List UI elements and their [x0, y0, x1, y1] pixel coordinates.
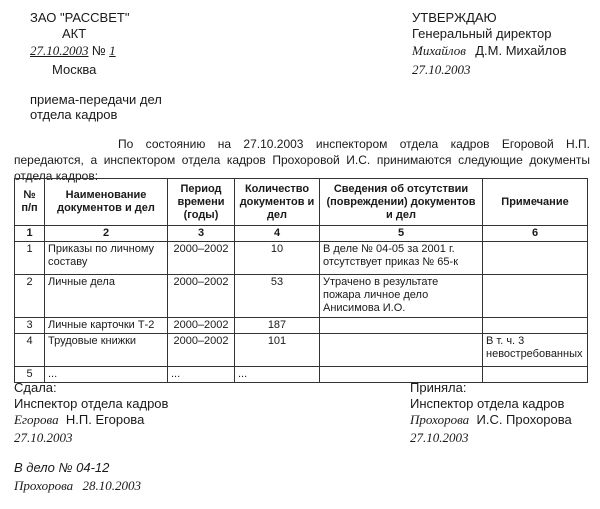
handed-over-signature: Егорова	[14, 412, 59, 427]
row-quantity: 101	[235, 334, 320, 367]
approval-date: 27.10.2003	[412, 62, 471, 77]
date-number-line	[30, 43, 116, 59]
received-position: Инспектор отдела кадров	[410, 396, 565, 411]
filing-label: В дело № 04-12	[14, 460, 110, 475]
row-note	[483, 242, 588, 275]
column-number: 4	[235, 226, 320, 242]
header-cell: Период времени (годы)	[168, 179, 235, 226]
row-quantity: ...	[235, 367, 320, 383]
row-note	[483, 318, 588, 334]
director-signature-line	[412, 43, 567, 59]
row-quantity: 187	[235, 318, 320, 334]
document-type: АКТ	[62, 26, 87, 41]
row-period: 2000–2002	[168, 275, 235, 318]
handed-over-label: Сдала:	[14, 380, 57, 395]
document-number: 1	[109, 43, 116, 58]
table-row	[15, 275, 588, 318]
filing-signature: Прохорова	[14, 478, 74, 493]
subject-line-2: отдела кадров	[30, 107, 118, 122]
handed-over-name: Н.П. Егорова	[65, 412, 145, 427]
received-label: Приняла:	[410, 380, 467, 395]
filing-signature-line	[14, 478, 141, 494]
received-signature: Прохорова	[410, 412, 470, 427]
approve-label: УТВЕРЖДАЮ	[412, 10, 497, 25]
column-number: 3	[168, 226, 235, 242]
row-period: ...	[168, 367, 235, 383]
table-row	[15, 367, 588, 383]
row-info: Утрачено в результате пожара личное дело Анисимова И.О.	[320, 275, 483, 318]
row-number: 3	[15, 318, 45, 334]
body-paragraph: По состоянию на 27.10.2003 инспектором отдела кадров Егоровой Н.П. передаются, а инспектором отдела кадров Прохоровой И.С. принимаются следующие документы отдела кадров:	[14, 137, 590, 183]
handed-over-signature-line	[14, 412, 144, 428]
city: Москва	[52, 62, 97, 77]
row-number: 4	[15, 334, 45, 367]
table-row	[15, 334, 588, 367]
table-row	[15, 242, 588, 275]
row-info: В деле № 04-05 за 2001 г. отсутствует приказ № 65-к	[320, 242, 483, 275]
row-name: Трудовые книжки	[45, 334, 168, 367]
director-signature: Михайлов	[412, 43, 466, 58]
row-number: 2	[15, 275, 45, 318]
column-number: 2	[45, 226, 168, 242]
handed-over-position: Инспектор отдела кадров	[14, 396, 169, 411]
row-note	[483, 275, 588, 318]
column-number: 5	[320, 226, 483, 242]
filing-date: 28.10.2003	[82, 478, 141, 493]
column-number: 1	[15, 226, 45, 242]
documents-table	[14, 178, 588, 383]
number-label: №	[91, 43, 106, 58]
row-quantity: 10	[235, 242, 320, 275]
received-name: И.С. Прохорова	[476, 412, 572, 427]
director-position: Генеральный директор	[412, 26, 552, 41]
document-date: 27.10.2003	[30, 43, 89, 58]
handed-over-date: 27.10.2003	[14, 430, 73, 445]
director-name: Д.М. Михайлов	[475, 43, 567, 58]
table-header-row	[15, 179, 588, 226]
column-number-row	[15, 226, 588, 242]
row-quantity: 53	[235, 275, 320, 318]
column-number: 6	[483, 226, 588, 242]
header-cell: Количество документов и дел	[235, 179, 320, 226]
received-date: 27.10.2003	[410, 430, 469, 445]
row-note: В т. ч. 3 невостребованных	[483, 334, 588, 367]
received-signature-line	[410, 412, 572, 428]
row-info	[320, 318, 483, 334]
row-period: 2000–2002	[168, 334, 235, 367]
header-cell: Наименование документов и дел	[45, 179, 168, 226]
row-name: ...	[45, 367, 168, 383]
header-cell: Сведения об отсутствии (повреждении) документов и дел	[320, 179, 483, 226]
row-note	[483, 367, 588, 383]
row-period: 2000–2002	[168, 318, 235, 334]
header-cell: № п/п	[15, 179, 45, 226]
table-row	[15, 318, 588, 334]
row-name: Личные карточки Т-2	[45, 318, 168, 334]
row-name: Приказы по личному составу	[45, 242, 168, 275]
company-name: ЗАО "РАССВЕТ"	[30, 10, 130, 25]
row-number: 1	[15, 242, 45, 275]
header-cell: Примечание	[483, 179, 588, 226]
row-name: Личные дела	[45, 275, 168, 318]
row-info	[320, 334, 483, 367]
row-number: 5	[15, 367, 45, 383]
row-period: 2000–2002	[168, 242, 235, 275]
subject-line-1: приема-передачи дел	[30, 92, 162, 107]
